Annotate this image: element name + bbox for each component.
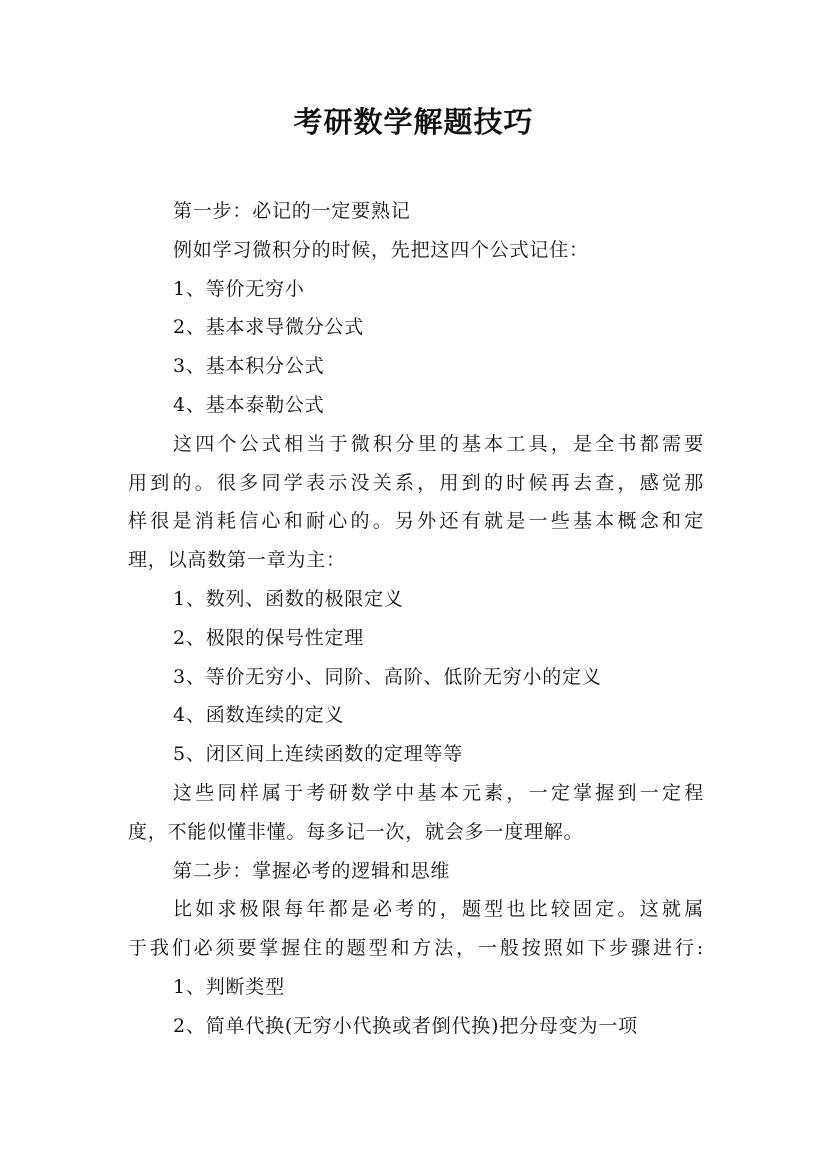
paragraph-line: 理，以高数第一章为主： (128, 549, 346, 572)
paragraph-line: 于我们必须要掌握住的题型和方法，一般按照如下步骤进行: (128, 937, 704, 960)
list-item: 1、数列、函数的极限定义 (173, 587, 404, 610)
document-title: 考研数学解题技巧 (293, 105, 534, 139)
list-item: 1、等价无穷小 (173, 277, 305, 300)
list-item: 5、闭区间上连续函数的定理等等 (173, 743, 464, 766)
paragraph-line: 第一步：必记的一定要熟记 (173, 200, 411, 222)
paragraph-line: 这四个公式相当于微积分里的基本工具，是全书都需要 (173, 432, 704, 455)
section-heading: 第二步：掌握必考的逻辑和思维 (173, 859, 451, 882)
list-item: 2、简单代换(无穷小代换或者倒代换)把分母变为一项 (173, 1014, 638, 1037)
paragraph-line: 这些同样属于考研数学中基本元素，一定掌握到一定程 (173, 781, 704, 804)
list-item: 3、等价无穷小、同阶、高阶、低阶无穷小的定义 (173, 665, 602, 688)
paragraph-line: 例如学习微积分的时候，先把这四个公式记住： (173, 238, 589, 261)
list-item: 3、基本积分公式 (173, 355, 325, 378)
paragraph-line: 用到的。很多同学表示没关系，用到的时候再去查，感觉那 (128, 471, 704, 494)
list-item: 4、函数连续的定义 (173, 704, 345, 727)
list-item: 2、极限的保号性定理 (173, 626, 365, 649)
document-body (128, 192, 704, 1046)
paragraph-line: 样很是消耗信心和耐心的。另外还有就是一些基本概念和定 (128, 510, 704, 533)
list-item: 2、基本求导微分公式 (173, 316, 365, 339)
paragraph-line: 比如求极限每年都是必考的，题型也比较固定。这就属 (173, 898, 704, 921)
paragraph-line: 度，不能似懂非懂。每多记一次，就会多一度理解。 (128, 820, 584, 843)
list-item: 1、判断类型 (173, 975, 285, 998)
list-item: 4、基本泰勒公式 (173, 393, 325, 416)
